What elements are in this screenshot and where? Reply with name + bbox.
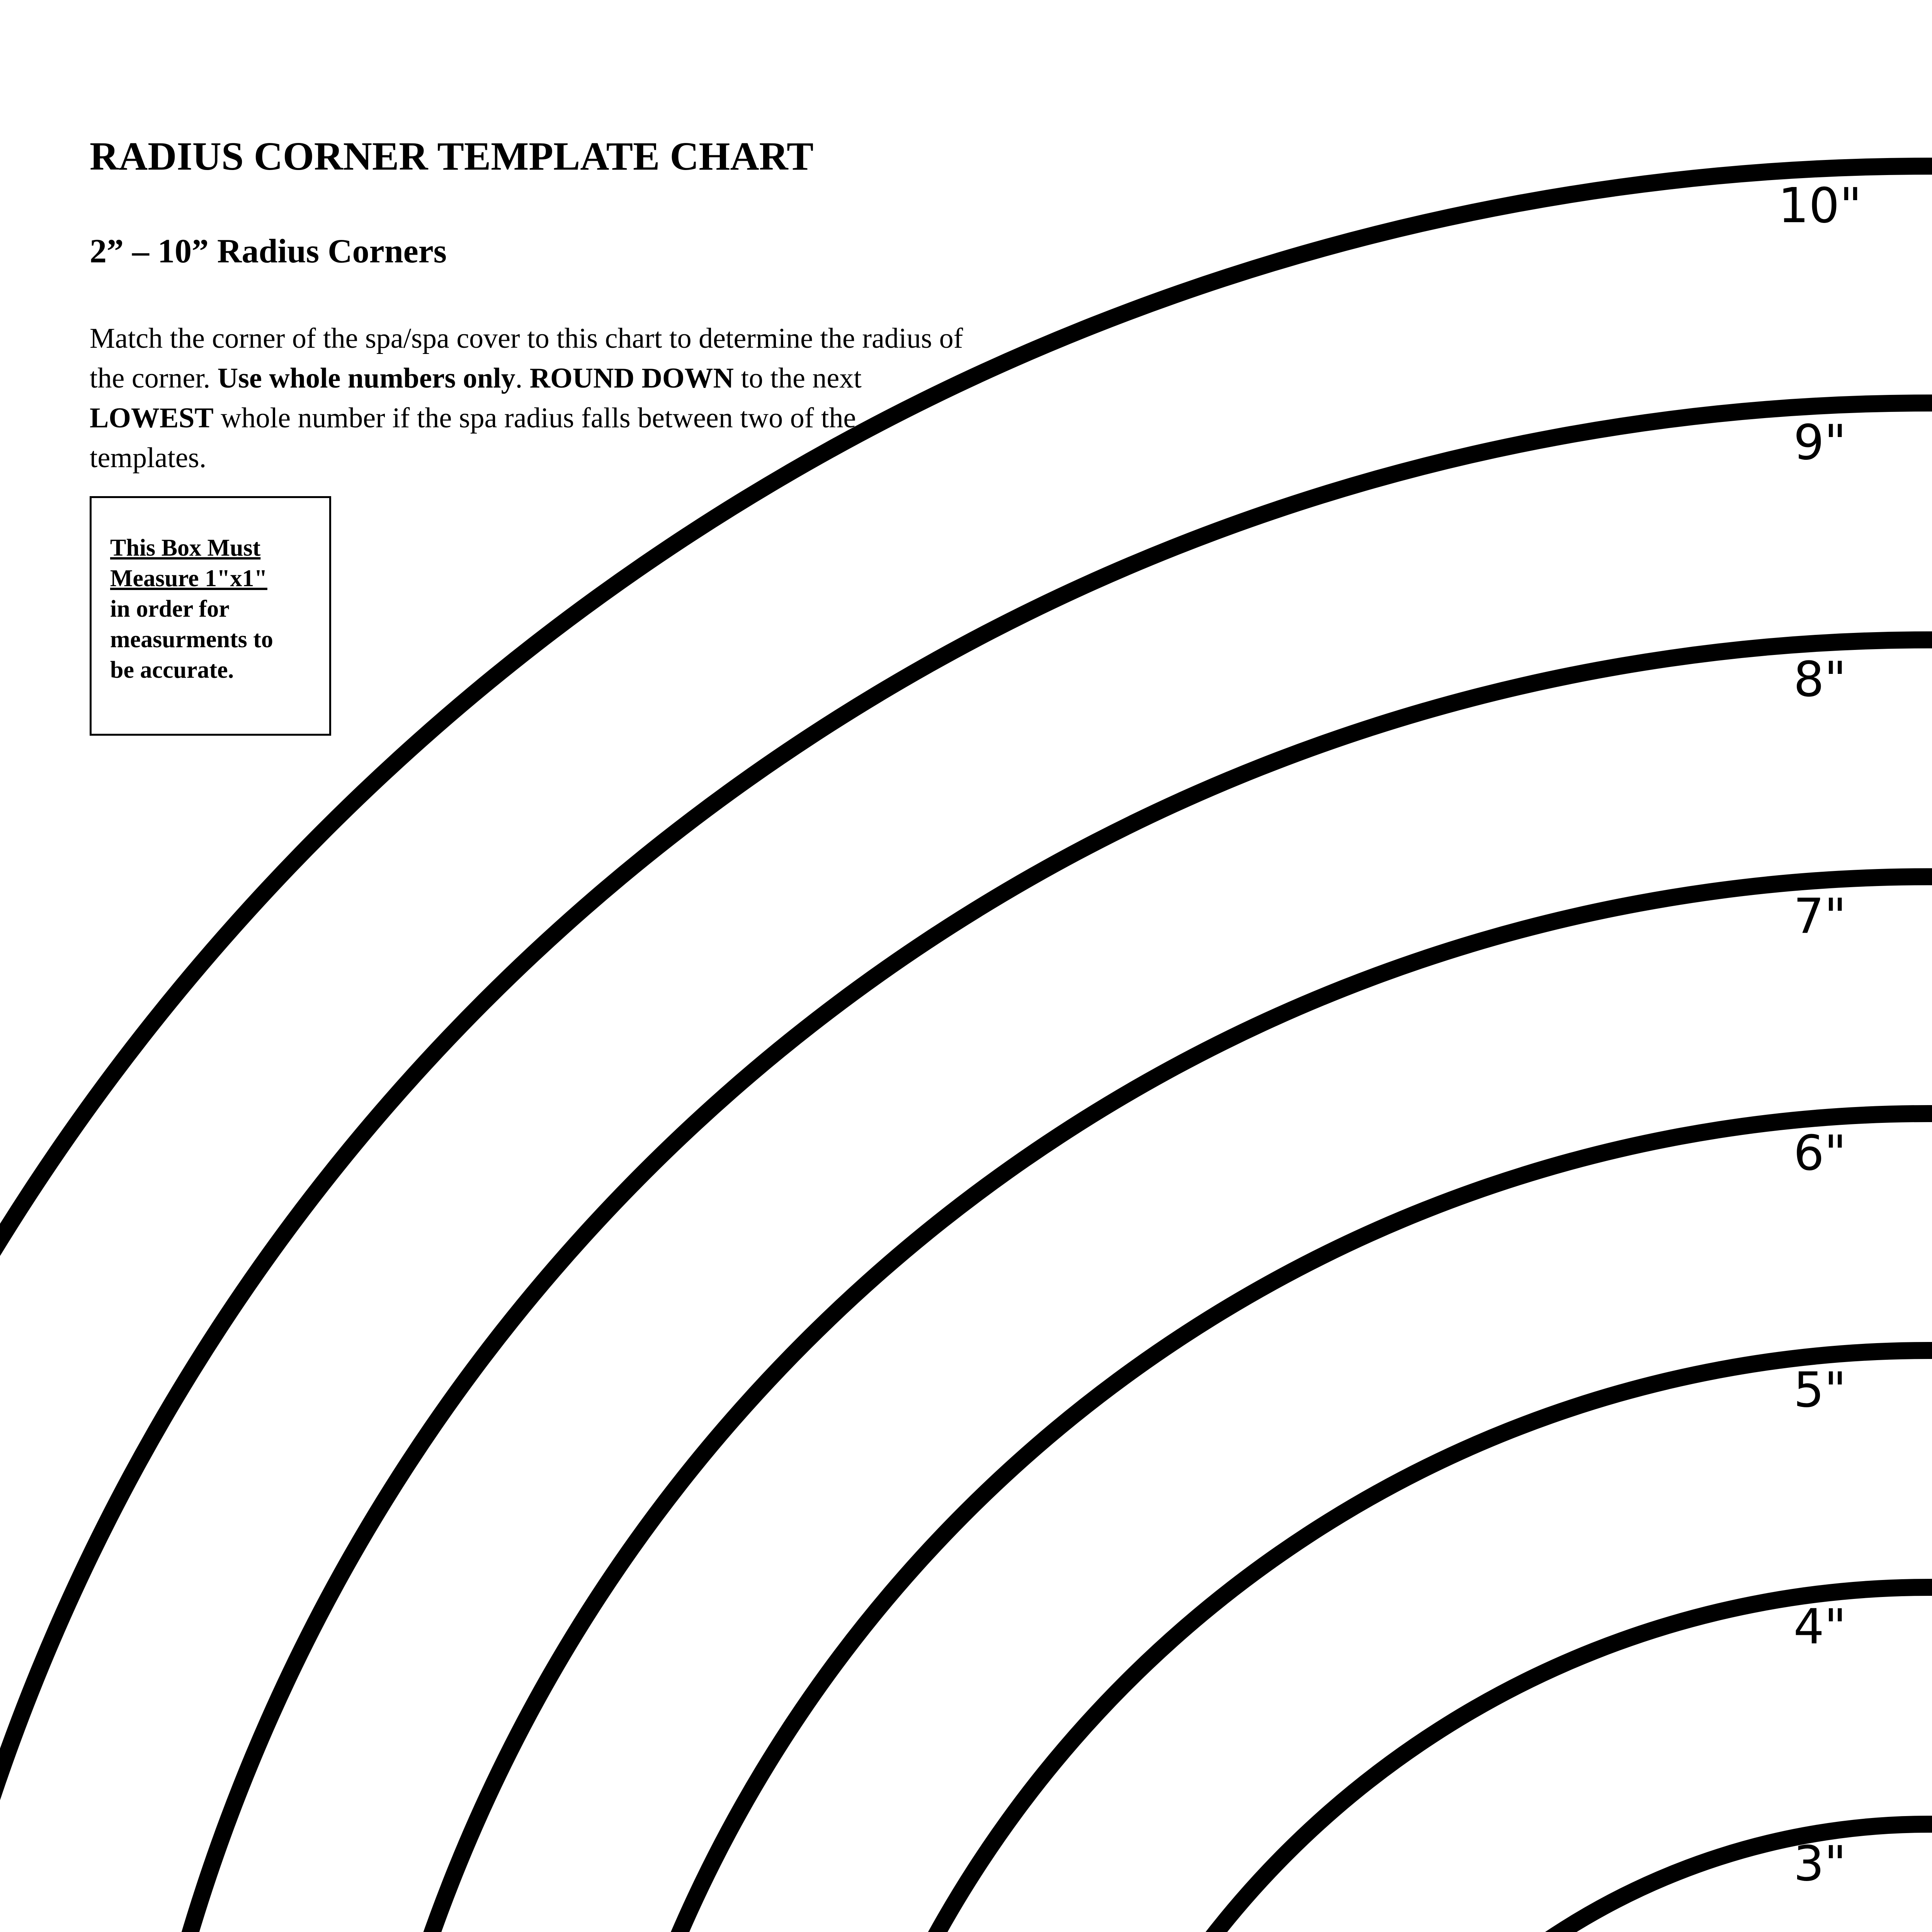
- radius-label-5in: 5": [1793, 1362, 1847, 1418]
- calibration-line-1: This Box Must: [110, 535, 261, 561]
- radius-label-6in: 6": [1793, 1125, 1847, 1181]
- page-subtitle: 2” – 10” Radius Corners: [90, 233, 447, 270]
- radius-label-3in: 3": [1793, 1836, 1847, 1892]
- calibration-line-3: in order for: [110, 596, 230, 622]
- instructions-bold-lowest: LOWEST: [90, 402, 214, 434]
- radius-label-4in: 4": [1793, 1599, 1847, 1655]
- radius-arc-8in: [114, 640, 1932, 1932]
- instructions-bold-whole-numbers: Use whole numbers only: [217, 362, 515, 394]
- radius-label-7in: 7": [1793, 888, 1847, 944]
- radius-label-8in: 8": [1793, 651, 1847, 707]
- radius-label-9in: 9": [1793, 415, 1847, 471]
- radius-label-10in: 10": [1778, 178, 1862, 234]
- calibration-line-2: Measure 1"x1": [110, 565, 267, 592]
- radius-arc-6in: [567, 1114, 1932, 1932]
- instructions-part-3: to the next: [733, 362, 862, 394]
- radius-arc-7in: [340, 877, 1932, 1932]
- instructions-part-4: whole number if the spa radius falls between two of the templates.: [90, 402, 856, 474]
- instructions-part-1: Match the corner of the spa/spa cover to this chart to determine the radius of the corner.: [90, 323, 963, 394]
- calibration-line-4: measurments to: [110, 626, 273, 653]
- radius-arc-9in: [0, 403, 1932, 1932]
- instructions-bold-round-down: ROUND DOWN: [529, 362, 734, 394]
- calibration-line-5: be accurate.: [110, 657, 234, 683]
- instructions-part-2: .: [515, 362, 530, 394]
- page-title: RADIUS CORNER TEMPLATE CHART: [90, 134, 814, 179]
